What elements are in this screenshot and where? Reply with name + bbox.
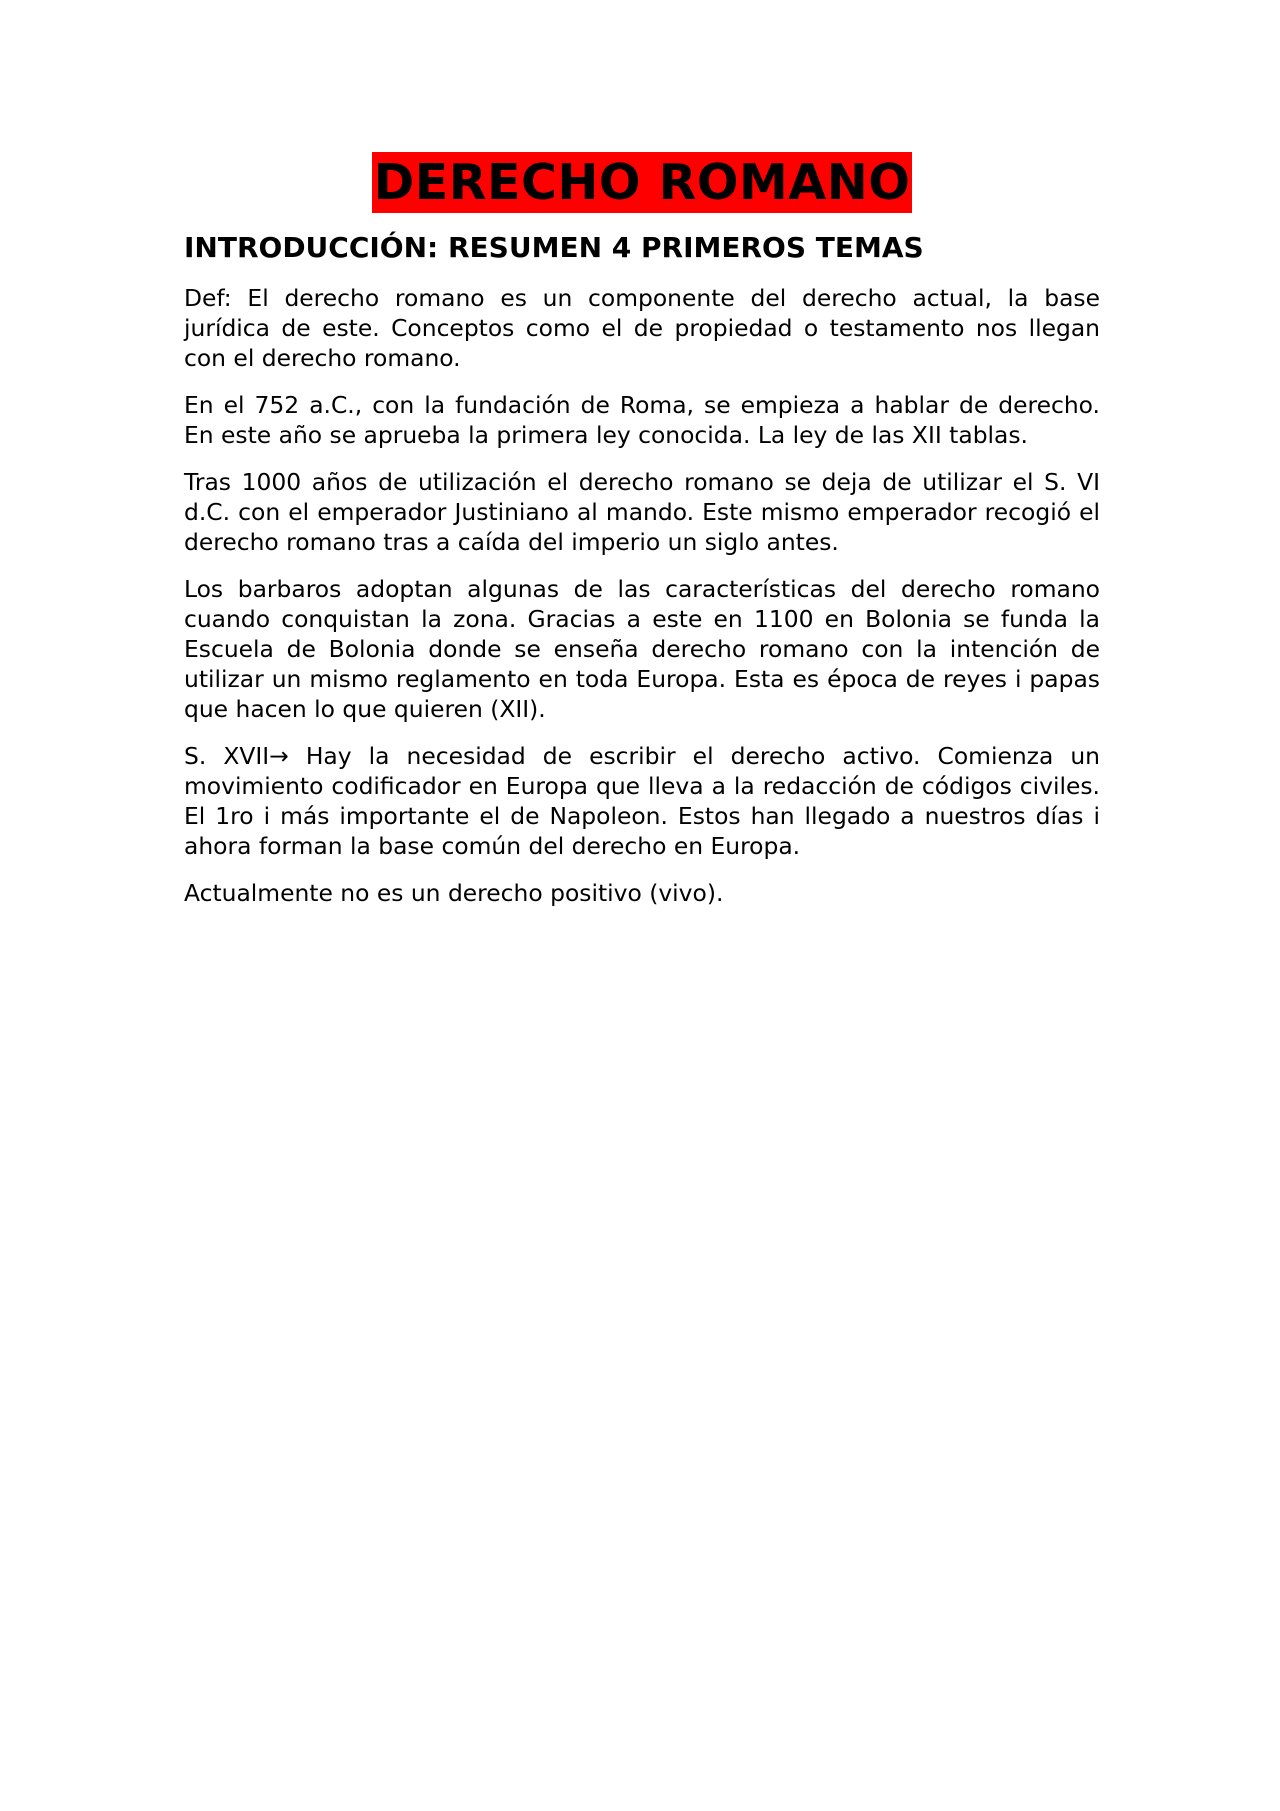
paragraph-definition: Def: El derecho romano es un componente del derecho actual, la base jurídica de este. Conceptos como el de propiedad o testamento nos llegan con el derecho romano. [184, 284, 1100, 372]
section-heading: INTRODUCCIÓN: RESUMEN 4 PRIMEROS TEMAS [184, 231, 924, 264]
document-title: DERECHO ROMANO [373, 154, 911, 211]
title-row [184, 152, 1100, 213]
document-body [184, 152, 1100, 925]
paragraph-founding-rome: En el 752 a.C., con la fundación de Roma, se empieza a hablar de derecho. En este año se aprueba la primera ley conocida. La ley de las XII tablas. [184, 391, 1100, 449]
paragraph-codification: S. XVII→ Hay la necesidad de escribir el derecho activo. Comienza un movimiento codificador en Europa que lleva a la redacción de códigos civiles. El 1ro i más importante el de Napoleon. Estos han llegado a nuestros días i ahora forman la base común del derecho en Europa. [184, 742, 1100, 860]
paragraph-justinian: Tras 1000 años de utilización el derecho romano se deja de utilizar el S. VI d.C. con el emperador Justiniano al mando. Este mismo emperador recogió el derecho romano tras a caída del imperio un siglo antes. [184, 468, 1100, 556]
paragraph-bolonia: Los barbaros adoptan algunas de las características del derecho romano cuando conquistan la zona. Gracias a este en 1100 en Bolonia se funda la Escuela de Bolonia donde se enseña derecho romano con la intención de utilizar un mismo reglamento en toda Europa. Esta es época de reyes i papas que hacen lo que quieren (XII). [184, 575, 1100, 723]
paragraph-current: Actualmente no es un derecho positivo (vivo). [184, 879, 724, 907]
